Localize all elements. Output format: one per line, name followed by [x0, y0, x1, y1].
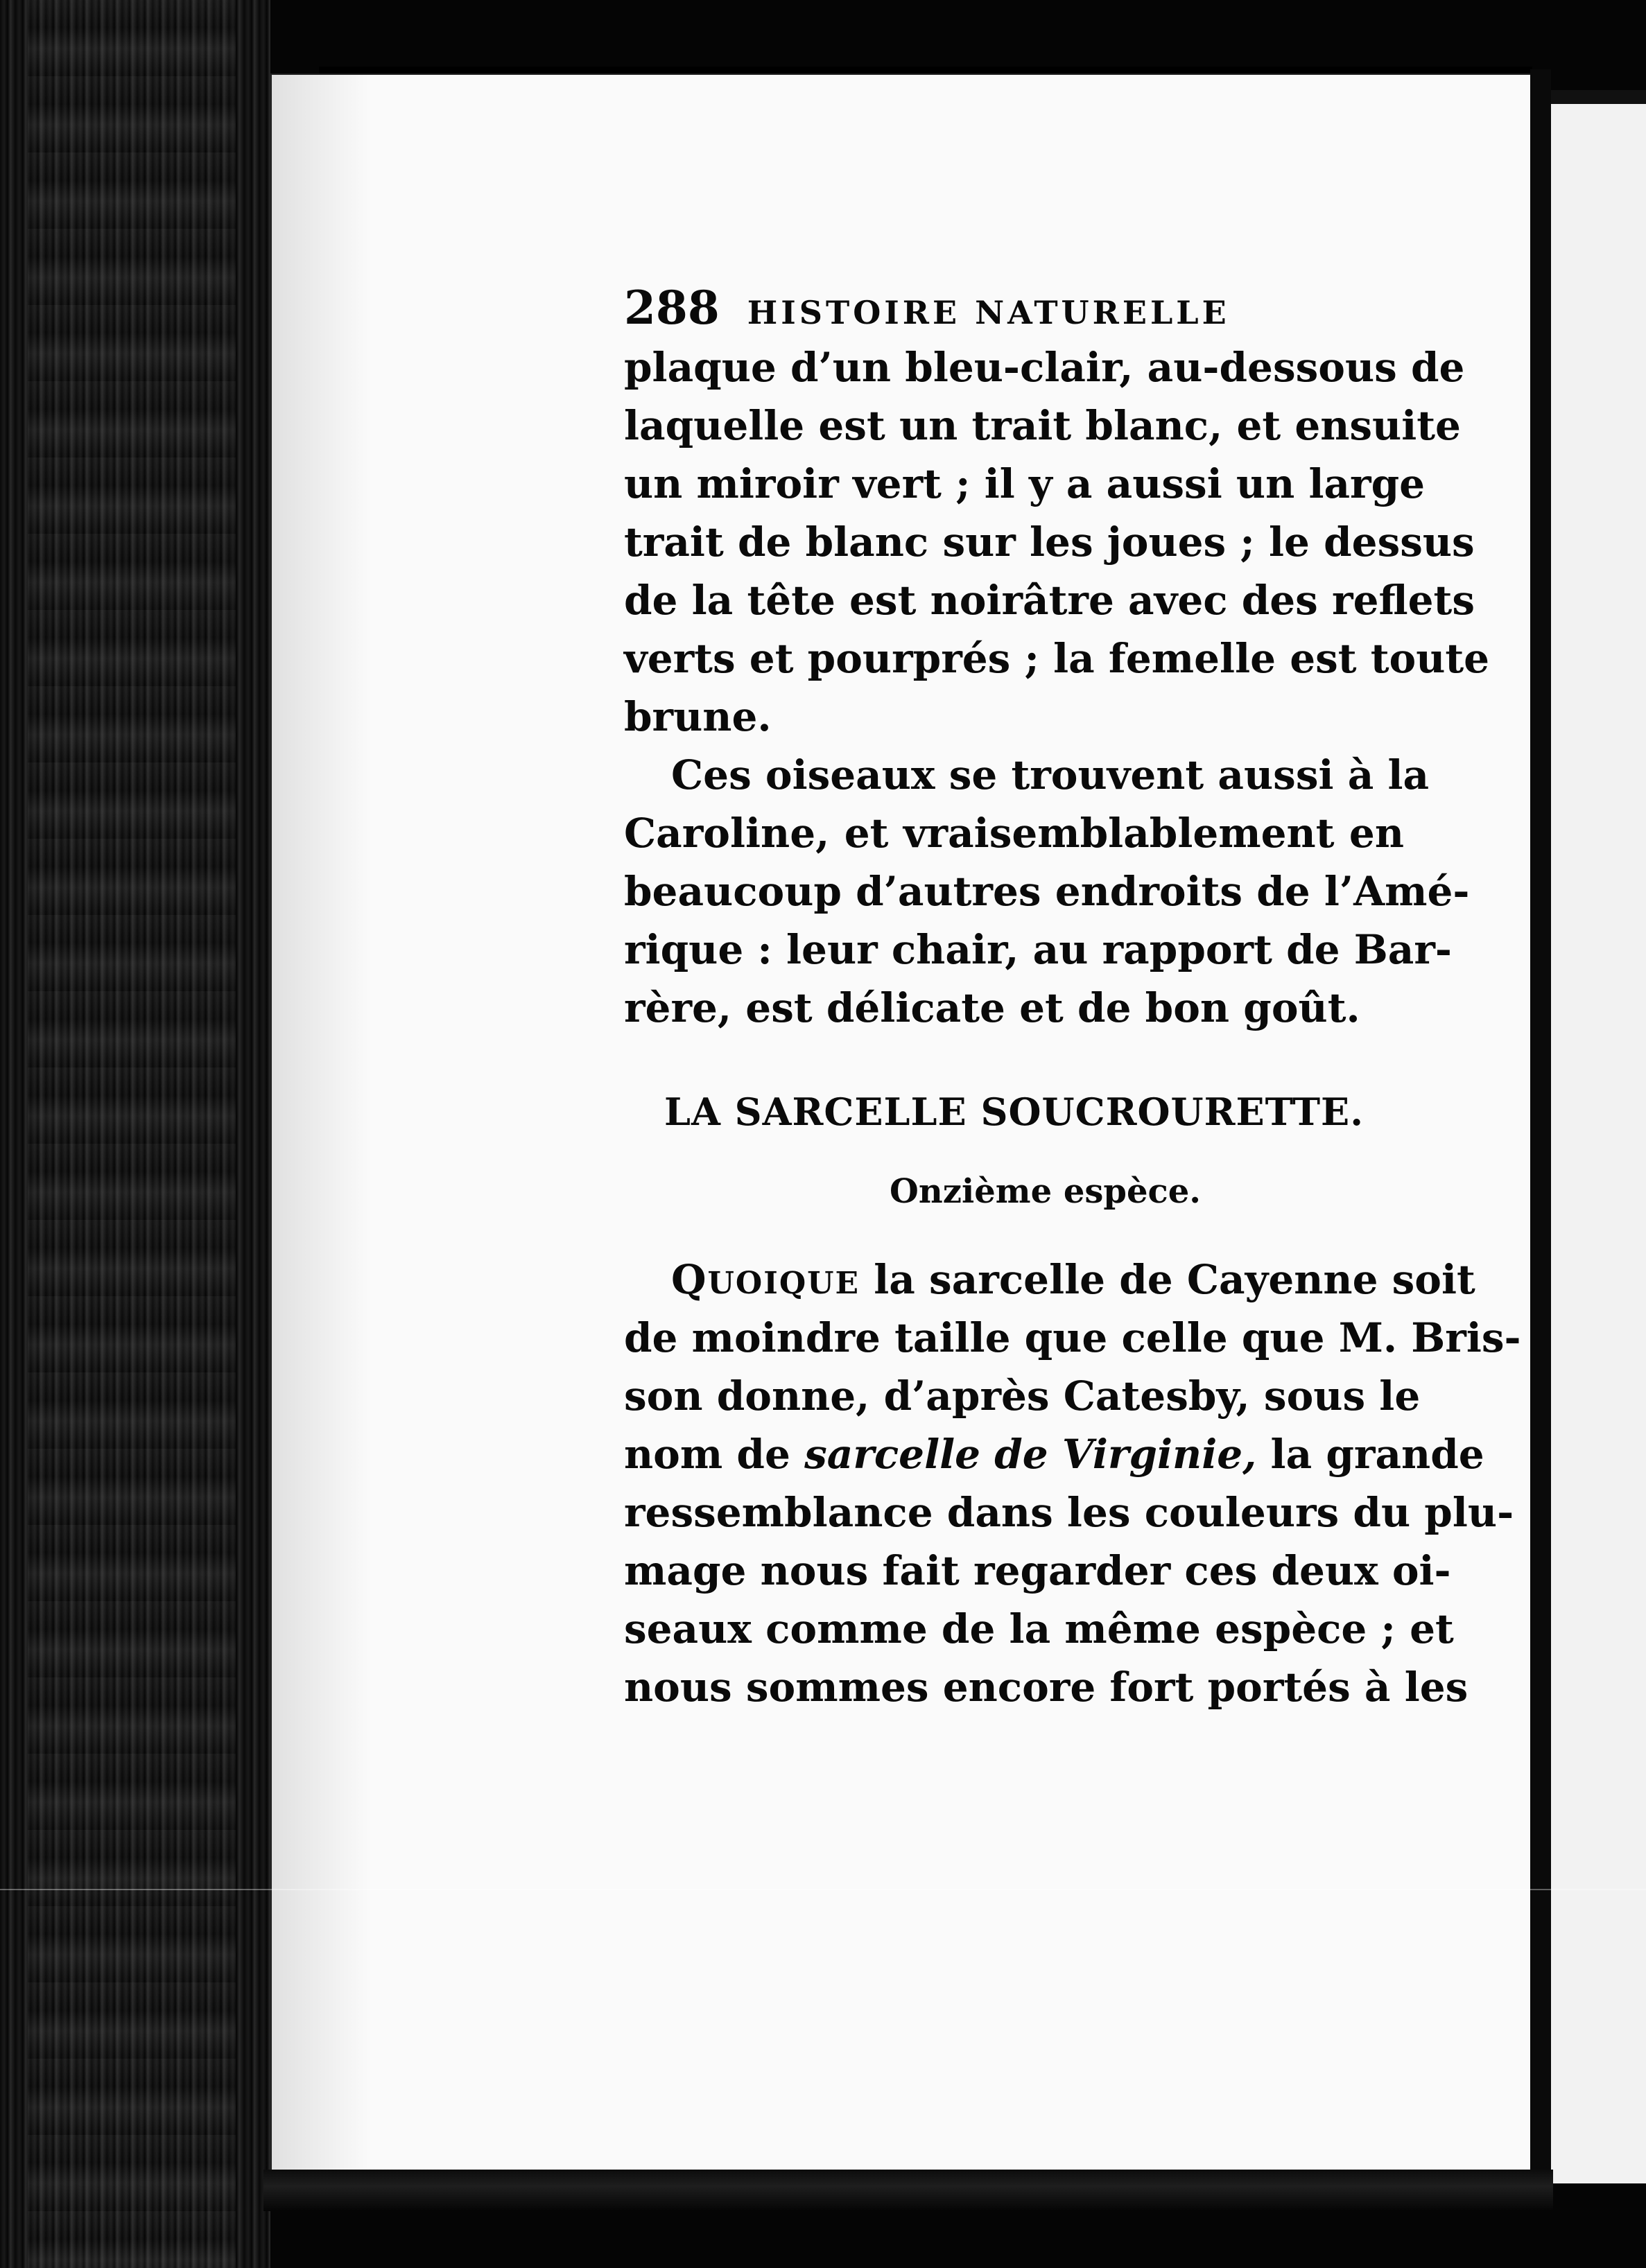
text-line: seaux comme de la même espèce ; et [624, 1605, 1454, 1652]
first-word-initial: Q [671, 1256, 708, 1303]
right-page-gap [1530, 69, 1551, 2204]
page-top-border [319, 67, 1532, 73]
spacer [624, 1223, 1404, 1250]
paragraph-3 [624, 1250, 1521, 1716]
text-line: verts et pourprés ; la femelle est toute [624, 635, 1490, 682]
text-line: Ces oiseaux se trouvent aussi à la [671, 751, 1430, 799]
page-bottom-edge [263, 2170, 1553, 2211]
first-word-smallcaps: UOIQUE [707, 1266, 860, 1301]
text-line: de la tête est noirâtre avec des reflets [624, 577, 1475, 624]
running-head [624, 277, 1404, 338]
text-span: la grande [1256, 1431, 1484, 1478]
paragraph-1 [624, 338, 1490, 746]
page-gutter-shadow [272, 75, 369, 2192]
text-line: plaque d’un bleu-clair, au-dessous de [624, 344, 1465, 391]
text-line: son donne, d’après Catesby, sous le [624, 1372, 1421, 1420]
section-title: LA SARCELLE SOUCROURETTE. [664, 1090, 1365, 1134]
text-line: mage nous fait regarder ces deux oi- [624, 1547, 1451, 1594]
text-line: rique : leur chair, au rapport de Bar- [624, 926, 1452, 973]
italic-species-name: sarcelle de Virginie, [804, 1431, 1257, 1478]
text-line [624, 1425, 1484, 1483]
scan-artifact-line [0, 1889, 1646, 1890]
facing-page-sliver [1551, 104, 1646, 2183]
text-line: trait de blanc sur les joues ; le dessus [624, 518, 1475, 566]
text-line: un miroir vert ; il y a aussi un large [624, 460, 1426, 507]
page-text [624, 277, 1521, 1716]
text-line: laquelle est un trait blanc, et ensuite [624, 402, 1461, 449]
text-line: ressemblance dans les couleurs du plu- [624, 1489, 1514, 1536]
binding-texture [28, 0, 236, 2268]
text-line: rère, est délicate et de bon goût. [624, 984, 1360, 1031]
text-line: nous sommes encore fort portés à les [624, 1664, 1469, 1711]
page-number: 288 [624, 281, 720, 335]
text-line: brune. [624, 693, 772, 740]
text-line: Caroline, et vraisemblablement en [624, 810, 1404, 857]
text-line: de moindre taille que celle que M. Bris- [624, 1314, 1521, 1361]
text-span: la sarcelle de Cayenne soit [860, 1256, 1475, 1303]
section-subtitle: Onzième espèce. [890, 1172, 1201, 1211]
paragraph-2 [624, 746, 1470, 1037]
running-head-title: HISTOIRE NATURELLE [747, 294, 1230, 331]
text-line [624, 1250, 1475, 1309]
text-line: beaucoup d’autres endroits de l’Amé- [624, 868, 1470, 915]
text-span: nom de [624, 1431, 805, 1478]
